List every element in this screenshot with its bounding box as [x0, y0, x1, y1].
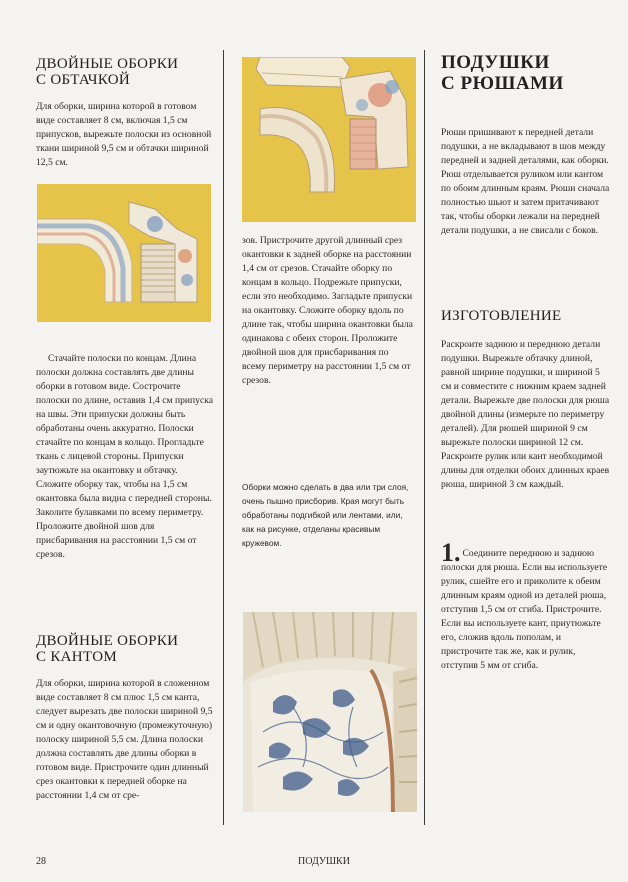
photo-caption: Оборки можно сделать в два или три слоя, очень пышно присборив. Края могут быть обработаны подгибкой или лентами, или, как на рисунке, отделаны красивым кружевом. [242, 482, 409, 548]
middle-column [242, 234, 414, 550]
title-line: ДВОЙНЫЕ ОБОРКИ [36, 56, 179, 72]
step-1-text: Соедините переднюю и заднюю полоски для рюша. Если вы используете рулик, сшейте его и приколите к обеим длинным краям одной из деталей рюша, отступив 1,5 см от сгиба. Пристрочите. Если вы используете кант, приутюжьте его, сложив вдоль пополам, и пристрочите так же, как и рулик, отступив 5 мм от сгиба. [441, 548, 608, 671]
title-line: С КАНТОМ [36, 649, 117, 665]
running-title: ПОДУШКИ [298, 856, 350, 867]
step-number: 1. [441, 538, 461, 567]
section1-continued-paragraph: Стачайте полоски по концам. Длина полоски должна составлять две длины оборки в готовом виде. Сострочите полоски по длине, оставив 1,4 см припуска на швы. Эти припуски должны быть обработаны очень аккуратно. Полоски стачайте по концам в кольцо. Прогладьте ткань с лицевой стороны. Припуски заутюжьте на окантовку и обтачку. Сложите оборку так, чтобы на 1,5 см окантовка была видна с передней стороны. Заколите булавками по всему периметру. Проложите двойной шов для присбаривания на расстоянии 1,5 см от срезов. [36, 353, 214, 560]
title-line: С РЮШАМИ [441, 73, 564, 94]
photo-ruffle-strips [37, 184, 211, 322]
middle-paragraph: зов. Пристрочите другой длинный срез окантовки к задней оборке на расстоянии 1,4 см от срезов. Стачайте оборку по концам в кольцо. Подрежьте припуски, если это необходимо. Загладьте припуски на окантовку. Сложите оборку вдоль по длине так, чтобы ширина окантовки была одинакова с обеих сторон. Проложите двойной шов для присбаривания по всему периметру на расстоянии 1,5 см от срезов. [242, 235, 413, 386]
right-column-making [441, 308, 611, 492]
ruffle-strips-illustration [37, 184, 211, 322]
title-line: С ОБТАЧКОЙ [36, 72, 131, 88]
column-rule-right [424, 50, 425, 825]
photo-toile-pillow [243, 612, 417, 812]
left-column-section2 [36, 633, 214, 803]
ruffle-piping-illustration [242, 57, 416, 222]
left-column-continued [36, 352, 214, 562]
title-line: ПОДУШКИ [441, 52, 550, 73]
section-title-double-ruffles-facing [36, 56, 214, 88]
right-column-step [441, 538, 611, 673]
making-paragraph: Раскроите заднюю и переднюю детали подушки. Вырежьте обтачку длиной, равной ширине подушки, и шириной 5 см и совместите с нижним краем задней детали. Вырежьте две полоски для рюша двойной длины (измерьте по периметру деталей). Для рюшей шириной 9 см вырежьте полоски шириной 12 см. Раскроите рулик или кант необходимой длины для отделки обоих длинных краев рюша, шириной 3 см каждый. [441, 339, 610, 490]
section-title-making: ИЗГОТОВЛЕНИЕ [441, 308, 562, 324]
section-title-pillows-ruches [441, 52, 611, 94]
section2-paragraph: Для оборки, ширина которой в сложенном виде составляет 8 см плюс 1,5 см канта, следует вырезать две полоски шириной 9,5 см и одну окантовочную (промежуточную) полоску шириной 5,5 см. Длина полоски должна составлять две длины оборки в готовом виде. Пристрочите один длинный срез окантовки к передней оборке на расстоянии 1,4 см от сре- [36, 678, 213, 801]
page-number: 28 [36, 856, 46, 867]
column-rule-left [223, 50, 224, 825]
section-title-double-ruffles-piping [36, 633, 214, 665]
title-line: ДВОЙНЫЕ ОБОРКИ [36, 633, 179, 649]
photo-ruffle-piping [242, 57, 416, 222]
step-1-paragraph [441, 538, 611, 673]
toile-pillow-illustration [243, 612, 417, 812]
right-column [441, 52, 611, 238]
section1-paragraph: Для оборки, ширина которой в готовом виде составляет 8 см, включая 1,5 см припусков, вырежьте полоски из основной ткани шириной 9,5 см и обтачки шириной 12,5 см. [36, 101, 212, 168]
intro-paragraph: Рюши пришивают к передней детали подушки, а не вкладывают в шов между передней и задней деталями, как оборки. Рюш отделывается руликом или кантом по обоим длинным краям. Рюши сначала полностью шьют и затем притачивают так, чтобы оборки лежали на передней детали подушки, а не свисали с боков. [441, 127, 610, 236]
left-column [36, 56, 214, 170]
